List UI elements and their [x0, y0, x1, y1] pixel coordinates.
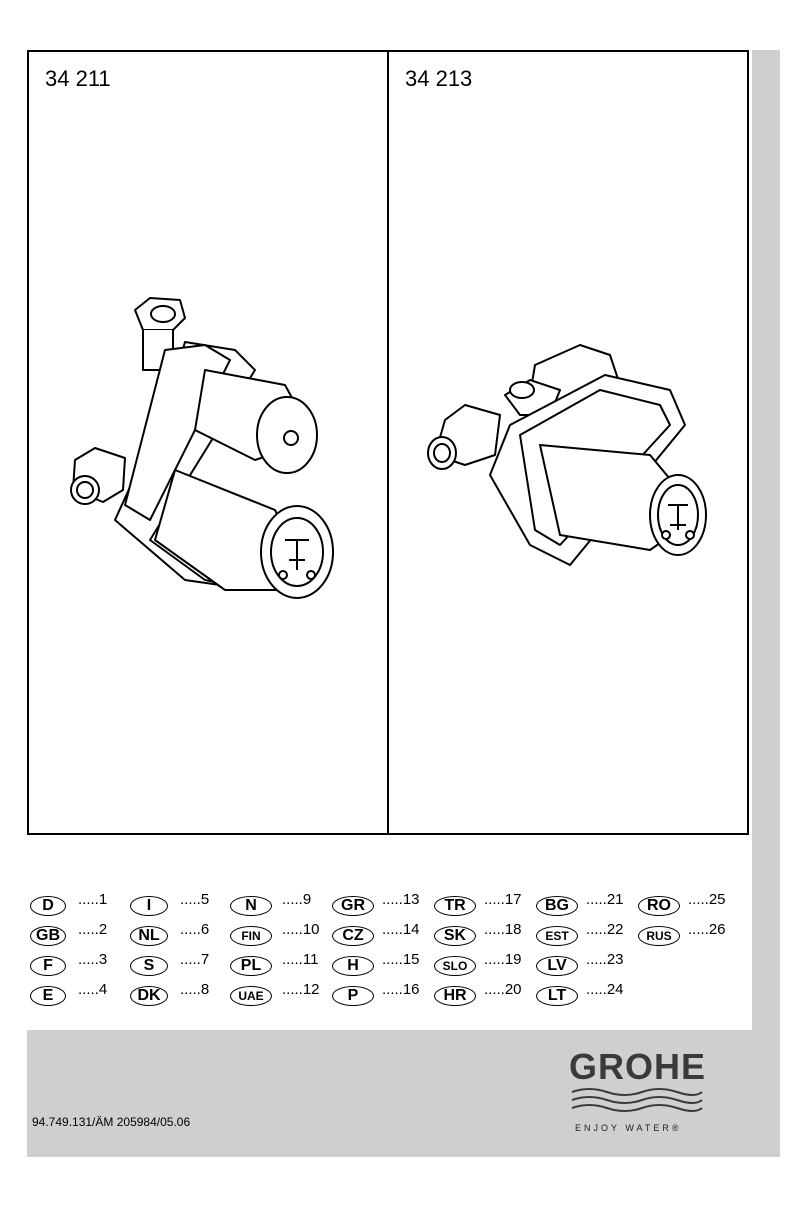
page-ref: .....21 — [586, 891, 624, 908]
page-ref: .....15 — [382, 951, 420, 968]
page-ref: .....6 — [180, 921, 210, 938]
language-badge[interactable]: DK — [130, 986, 168, 1006]
language-badge[interactable]: EST — [536, 926, 578, 946]
language-badge[interactable]: E — [30, 986, 66, 1006]
page-ref: .....22 — [586, 921, 624, 938]
language-badge[interactable]: GR — [332, 896, 374, 916]
language-badge[interactable]: F — [30, 956, 66, 976]
language-badge[interactable]: SK — [434, 926, 476, 946]
language-badge[interactable]: RO — [638, 896, 680, 916]
language-badge[interactable]: FIN — [230, 926, 272, 946]
language-badge[interactable]: CZ — [332, 926, 374, 946]
page-ref: .....13 — [382, 891, 420, 908]
language-badge[interactable]: D — [30, 896, 66, 916]
language-badge[interactable]: LT — [536, 986, 578, 1006]
language-badge[interactable]: GB — [30, 926, 66, 946]
brand-logo: GROHE — [569, 1046, 707, 1087]
language-badge[interactable]: NL — [130, 926, 168, 946]
page-ref: .....26 — [688, 921, 726, 938]
page-ref: .....7 — [180, 951, 210, 968]
model-number-right: 34 213 — [405, 66, 473, 91]
page-ref: .....12 — [282, 981, 320, 998]
page-ref: .....14 — [382, 921, 420, 938]
language-badge[interactable]: H — [332, 956, 374, 976]
language-badge[interactable]: BG — [536, 896, 578, 916]
waves-icon — [567, 1086, 707, 1116]
page-ref: .....2 — [78, 921, 108, 938]
footer — [27, 1030, 780, 1157]
page-ref: .....18 — [484, 921, 522, 938]
page-ref: .....8 — [180, 981, 210, 998]
side-bar — [752, 50, 780, 1030]
page-ref: .....17 — [484, 891, 522, 908]
product-illustration-right — [420, 335, 710, 575]
page-ref: .....24 — [586, 981, 624, 998]
page-ref: .....25 — [688, 891, 726, 908]
language-badge[interactable]: P — [332, 986, 374, 1006]
language-badge[interactable]: RUS — [638, 926, 680, 946]
page-ref: .....19 — [484, 951, 522, 968]
language-badge[interactable]: TR — [434, 896, 476, 916]
language-badge[interactable]: N — [230, 896, 272, 916]
language-badge[interactable]: I — [130, 896, 168, 916]
language-badge[interactable]: UAE — [230, 986, 272, 1006]
language-badge[interactable]: LV — [536, 956, 578, 976]
page-ref: .....3 — [78, 951, 108, 968]
page-ref: .....16 — [382, 981, 420, 998]
page-ref: .....4 — [78, 981, 108, 998]
frame-divider — [387, 50, 389, 835]
language-badge[interactable]: SLO — [434, 956, 476, 976]
model-number-left: 34 211 — [45, 66, 111, 91]
page-ref: .....20 — [484, 981, 522, 998]
product-illustration-left — [55, 290, 355, 620]
page-ref: .....1 — [78, 891, 108, 908]
page-ref: .....9 — [282, 891, 312, 908]
language-badge[interactable]: S — [130, 956, 168, 976]
page-ref: .....11 — [282, 951, 319, 968]
page-ref: .....5 — [180, 891, 210, 908]
brand-tagline: ENJOY WATER® — [575, 1123, 682, 1133]
language-badge[interactable]: PL — [230, 956, 272, 976]
language-badge[interactable]: HR — [434, 986, 476, 1006]
page-ref: .....10 — [282, 921, 320, 938]
page-ref: .....23 — [586, 951, 624, 968]
document-number: 94.749.131/ÄM 205984/05.06 — [32, 1115, 191, 1129]
